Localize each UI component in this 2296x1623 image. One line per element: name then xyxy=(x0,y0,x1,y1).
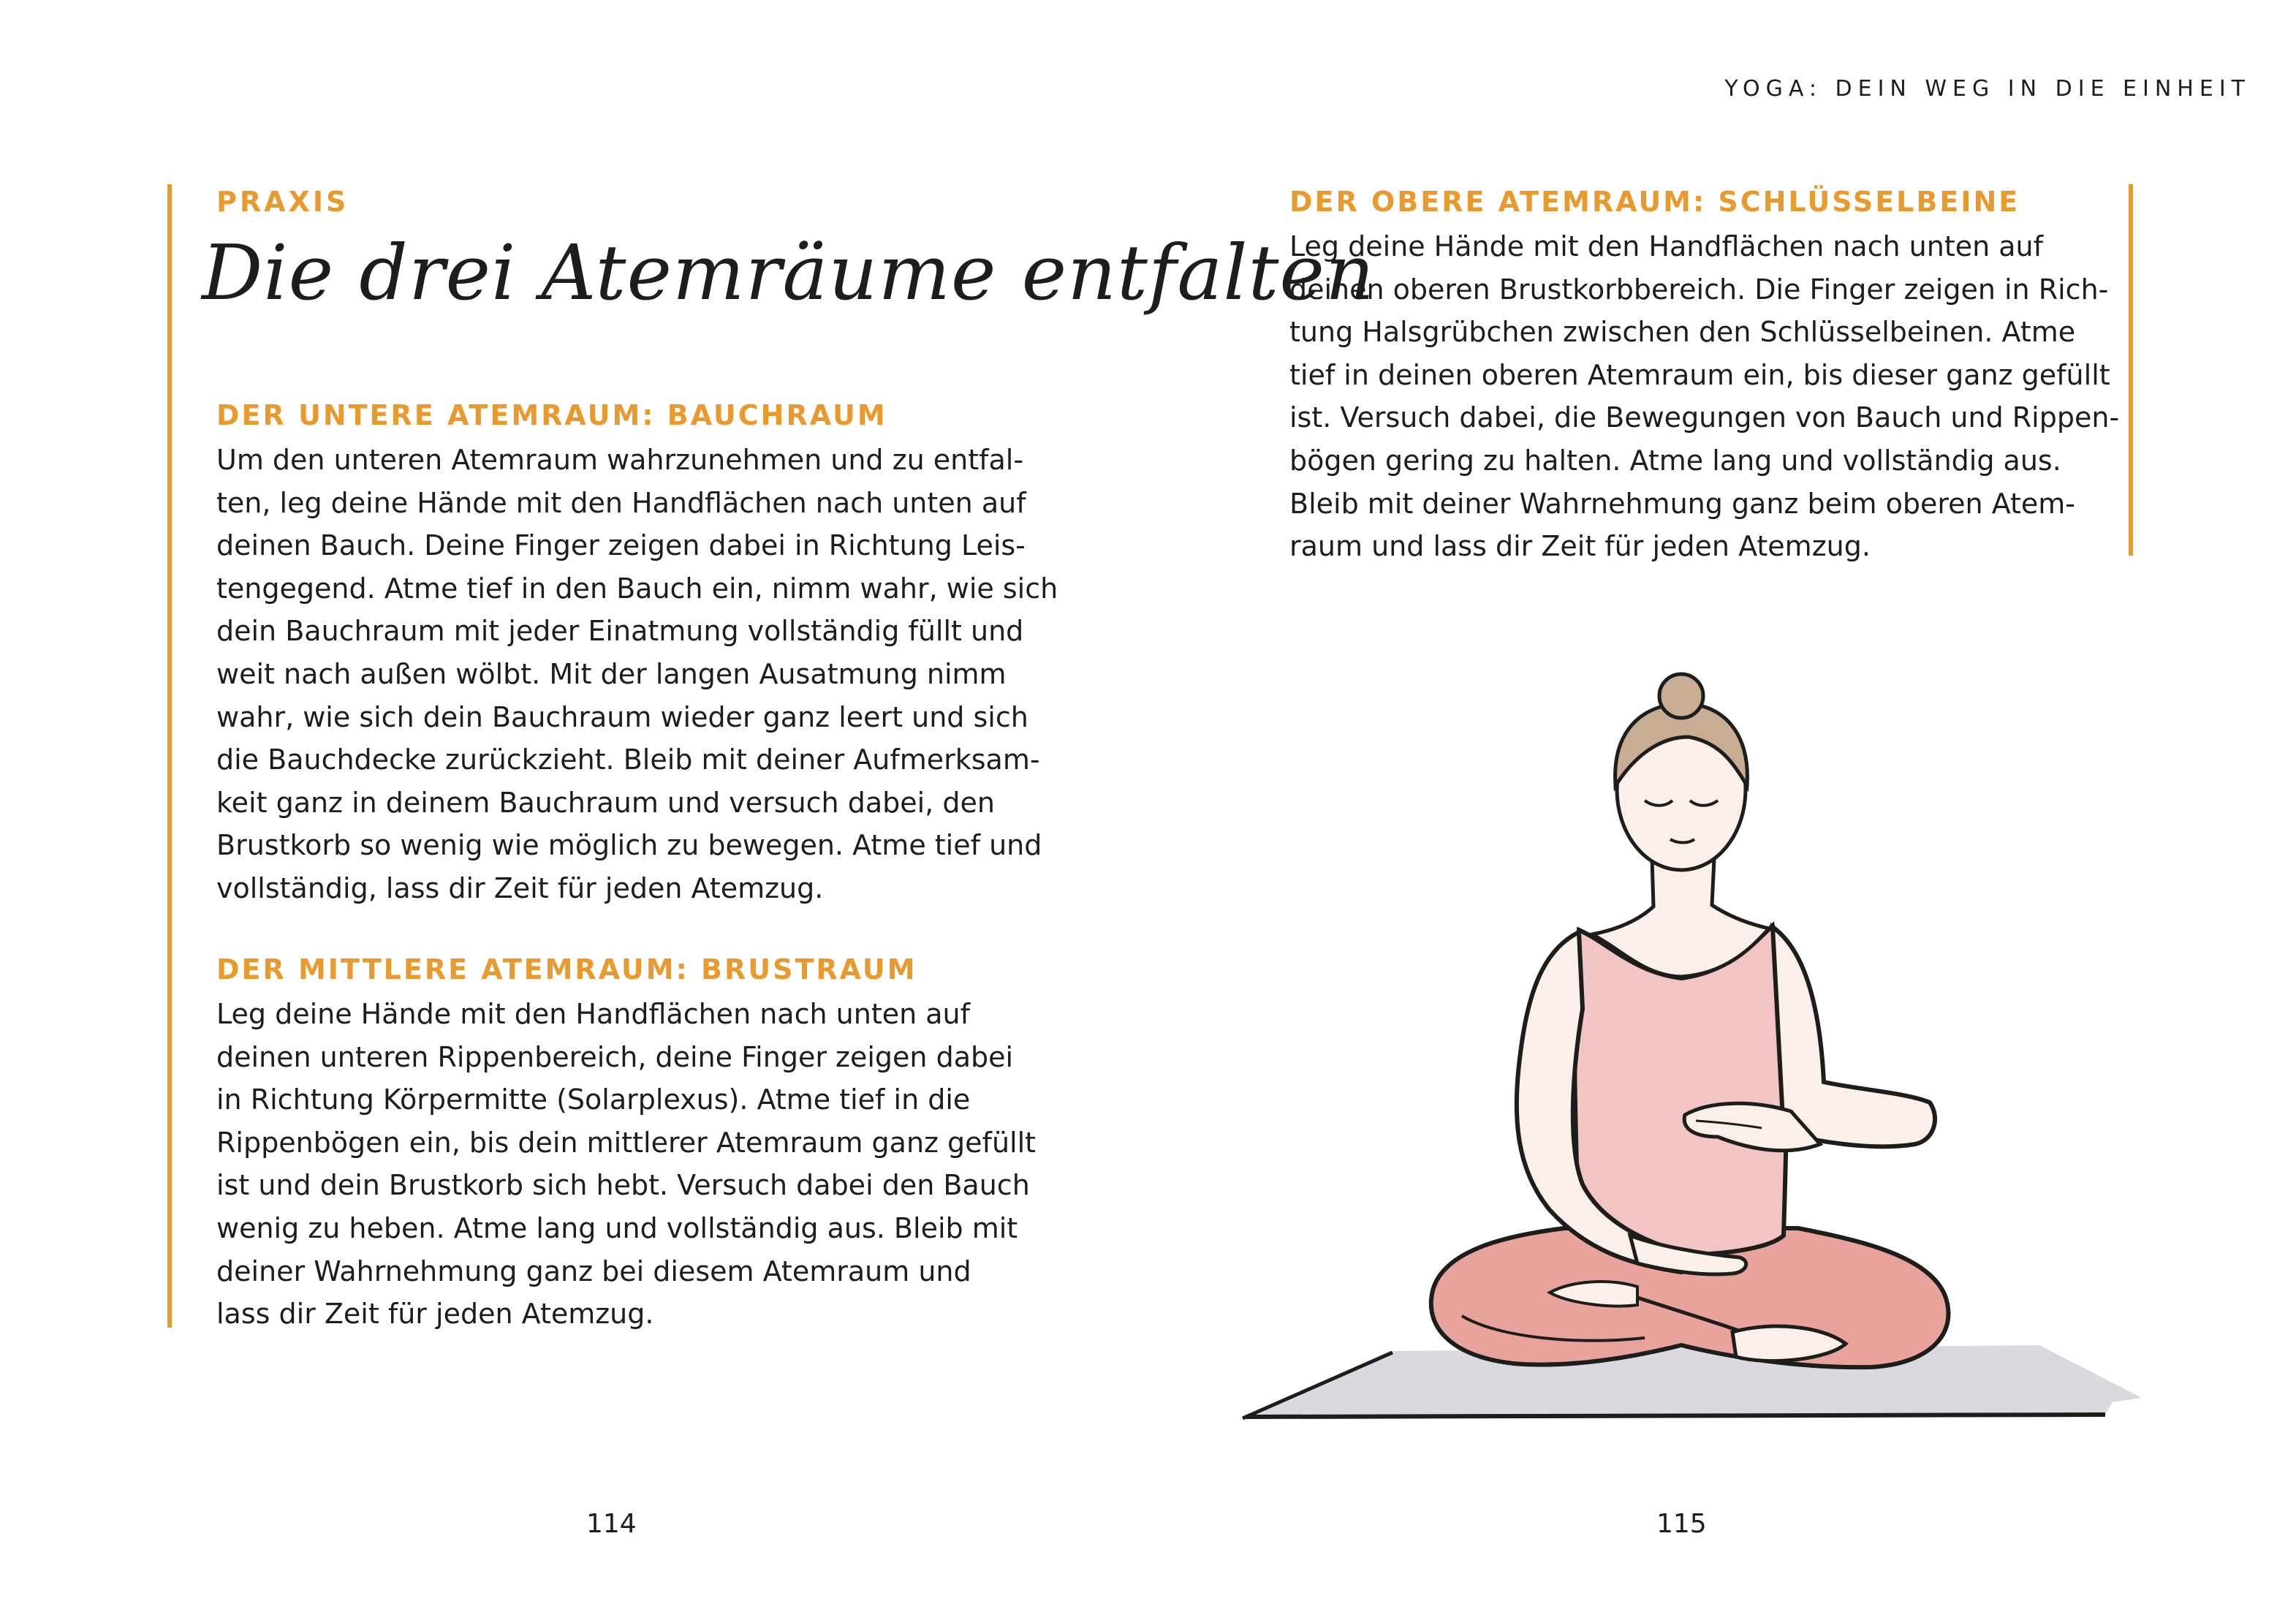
section-heading-upper: DER OBERE ATEMRAUM: SCHLÜSSELBEINE xyxy=(1289,186,2020,218)
section-heading-lower: DER UNTERE ATEMRAUM: BAUCHRAUM xyxy=(216,399,887,431)
text-line: bögen gering zu halten. Atme lang und vollständig aus. xyxy=(1289,444,2061,477)
page-number-right: 115 xyxy=(1656,1509,1707,1539)
text-line: Leg deine Hände mit den Handflächen nach unten auf xyxy=(1289,230,2044,262)
paragraph-middle xyxy=(216,993,1036,1336)
text-line: wahr, wie sich dein Bauchraum wieder ganz leert und sich xyxy=(216,700,1028,733)
text-line: tief in deinen oberen Atemraum ein, bis dieser ganz gefüllt xyxy=(1289,358,2110,391)
text-line: tung Halsgrübchen zwischen den Schlüsselbeinen. Atme xyxy=(1289,316,2076,349)
text-line: deiner Wahrnehmung ganz bei diesem Atemraum und xyxy=(216,1255,971,1287)
hair-bun xyxy=(1659,674,1703,718)
text-line: Brustkorb so wenig wie möglich zu bewegen. Atme tief und xyxy=(216,829,1042,862)
text-line: raum und lass dir Zeit für jeden Atemzug. xyxy=(1289,530,1871,563)
text-line: lass dir Zeit für jeden Atemzug. xyxy=(216,1298,654,1331)
right-arm xyxy=(1773,927,1935,1146)
meditation-figure-illustration xyxy=(1228,658,2164,1433)
right-accent-bar xyxy=(2129,184,2133,556)
text-line: deinen unteren Rippenbereich, deine Finger zeigen dabei xyxy=(216,1040,1014,1073)
text-line: dein Bauchraum mit jeder Einatmung vollständig füllt und xyxy=(216,615,1024,648)
text-line: deinen Bauch. Deine Finger zeigen dabei in Richtung Leis- xyxy=(216,529,1026,562)
text-line: Um den unteren Atemraum wahrzunehmen und zu entfal- xyxy=(216,444,1024,476)
text-line: weit nach außen wölbt. Mit der langen Ausatmung nimm xyxy=(216,657,1007,690)
left-accent-bar xyxy=(167,184,172,1328)
text-line: ten, leg deine Hände mit den Handflächen nach unten auf xyxy=(216,486,1026,519)
running-title: YOGA: DEIN WEG IN DIE EINHEIT xyxy=(1724,76,2251,102)
text-line: ist und dein Brustkorb sich hebt. Versuch dabei den Bauch xyxy=(216,1169,1030,1202)
text-line: vollständig, lass dir Zeit für jeden Atemzug. xyxy=(216,871,824,904)
text-line: wenig zu heben. Atme lang und vollständig aus. Bleib mit xyxy=(216,1211,1018,1244)
paragraph-lower xyxy=(216,439,1058,910)
page-title: Die drei Atemräume entfalten xyxy=(202,228,1375,317)
text-line: in Richtung Körpermitte (Solarplexus). Atme tief in die xyxy=(216,1083,971,1116)
text-line: Leg deine Hände mit den Handflächen nach unten auf xyxy=(216,998,971,1030)
paragraph-upper xyxy=(1289,225,2119,568)
text-line: Rippenbögen ein, bis dein mittlerer Atemraum ganz gefüllt xyxy=(216,1126,1037,1159)
page-number-left: 114 xyxy=(586,1509,637,1539)
text-line: Bleib mit deiner Wahrnehmung ganz beim oberen Atem- xyxy=(1289,487,2076,520)
text-line: die Bauchdecke zurückzieht. Bleib mit deiner Aufmerksam- xyxy=(216,744,1040,776)
text-line: keit ganz in deinem Bauchraum und versuch dabei, den xyxy=(216,786,995,819)
text-line: deinen oberen Brustkorbbereich. Die Finger zeigen in Rich- xyxy=(1289,273,2109,306)
text-line: tengegend. Atme tief in den Bauch ein, nimm wahr, wie sich xyxy=(216,572,1058,605)
section-kicker: PRAXIS xyxy=(216,186,349,218)
section-heading-middle: DER MITTLERE ATEMRAUM: BRUSTRAUM xyxy=(216,953,917,985)
text-line: ist. Versuch dabei, die Bewegungen von Bauch und Rippen- xyxy=(1289,401,2120,434)
